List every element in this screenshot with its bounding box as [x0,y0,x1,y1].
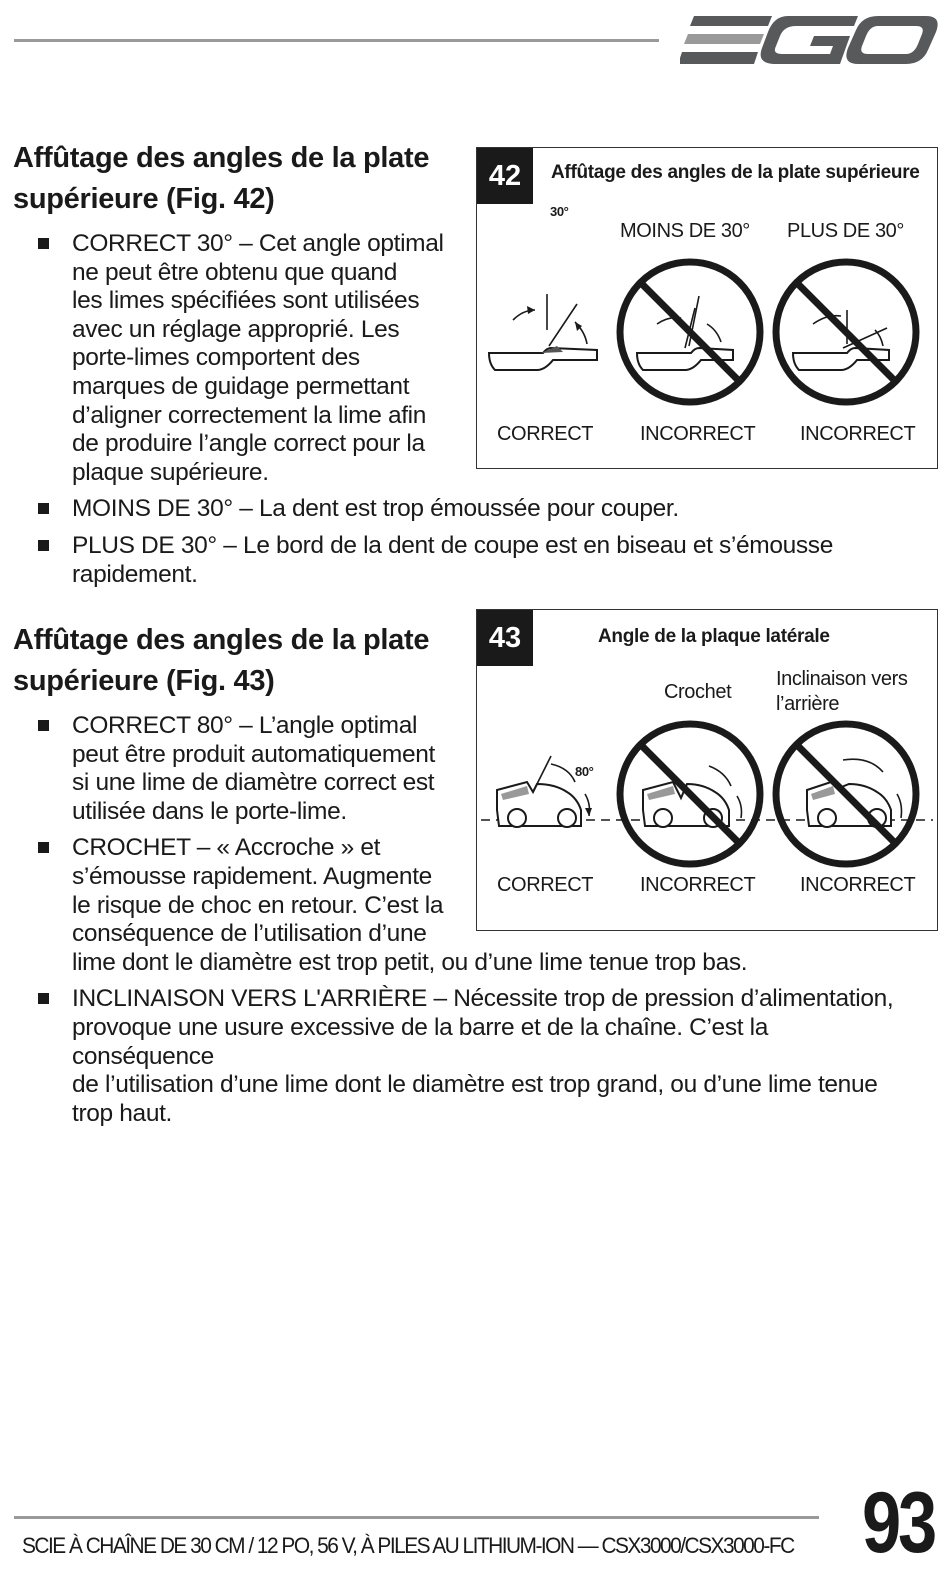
correct-label: CORRECT [497,423,594,445]
list-item: CORRECT 80° – L’angle optimal peut être produit automatiquement si une lime de diamètre correct est utilisée dans le porte-lime. [13,712,913,826]
ego-logo-icon [680,10,940,70]
list-item: MOINS DE 30° – La dent est trop émoussée pour couper. [13,495,913,524]
section1-title: Affûtage des angles de la plate supérieure (Fig. 42) [13,142,430,215]
angle-80-label: 80° [575,764,594,779]
incorrect-label: INCORRECT [800,423,916,445]
list-item: INCLINAISON VERS L'ARRIÈRE – Nécessite trop de pression d’alimentation, provoque une usure excessive de la barre et de la chaîne. C’est la conséquence de l’utilisation d’une lime dont le diamètre est trop grand, ou d’une lime tenue trop haut. [13,985,913,1128]
bullet-square-icon [38,842,49,853]
figure-title: Affûtage des angles de la plate supérieure [551,162,920,183]
top-plate-angle-illustration [477,248,937,418]
label-less-than-30: MOINS DE 30° [620,220,750,242]
incorrect-label: INCORRECT [640,874,756,896]
list-item: CROCHET – « Accroche » et s’émousse rapidement. Augmente le risque de choc en retour. C’est la conséquence de l’utilisation d’une lime dont le diamètre est trop petit, ou d’une lime tenue trop bas. [13,834,913,977]
incorrect-less-than-30-icon [620,262,760,402]
bullet-square-icon [38,238,49,249]
header-rule [14,39,659,42]
figure-title: Angle de la plaque latérale [598,626,830,647]
correct-label: CORRECT [497,874,594,896]
incorrect-backward-slope-icon [776,724,916,864]
angle-30-label: 30° [550,204,569,219]
bullet-square-icon [38,503,49,514]
footer-product-title: SCIE À CHAÎNE DE 30 CM / 12 PO, 56 V, À PILES AU LITHIUM-ION — CSX3000/CSX3000-FC [22,1533,794,1558]
incorrect-label: INCORRECT [800,874,916,896]
figure-number: 42 [477,148,533,204]
bullet-square-icon [38,993,49,1004]
page-number: 93 [862,1475,934,1571]
list-item: PLUS DE 30° – Le bord de la dent de coupe est en biseau et s’émousse rapidement. [13,532,913,589]
label-hook: Crochet [664,681,732,703]
incorrect-more-than-30-icon [776,262,916,402]
label-more-than-30: PLUS DE 30° [787,220,904,242]
figure-42 [476,147,938,469]
list-item: CORRECT 30° – Cet angle optimal ne peut être obtenu que quand les limes spécifiées sont utilisées avec un réglage approprié. Les porte-limes comportent des marques de guidage permettant d’aligner correctement la lime afin de produire l’angle correct pour la plaque supérieure. [13,230,913,487]
figure-number: 43 [477,610,533,666]
bullet-square-icon [38,720,49,731]
bullet-square-icon [38,540,49,551]
footer-rule [14,1516,819,1519]
section2-title: Affûtage des angles de la plate supérieure (Fig. 43) [13,624,430,697]
incorrect-label: INCORRECT [640,423,756,445]
figure-43 [476,609,938,931]
correct-top-plate-icon [489,294,597,370]
incorrect-hook-icon [620,724,760,864]
label-backward-slope: Inclinaison vers l’arrière [776,668,908,715]
side-plate-angle-illustration [477,710,937,880]
